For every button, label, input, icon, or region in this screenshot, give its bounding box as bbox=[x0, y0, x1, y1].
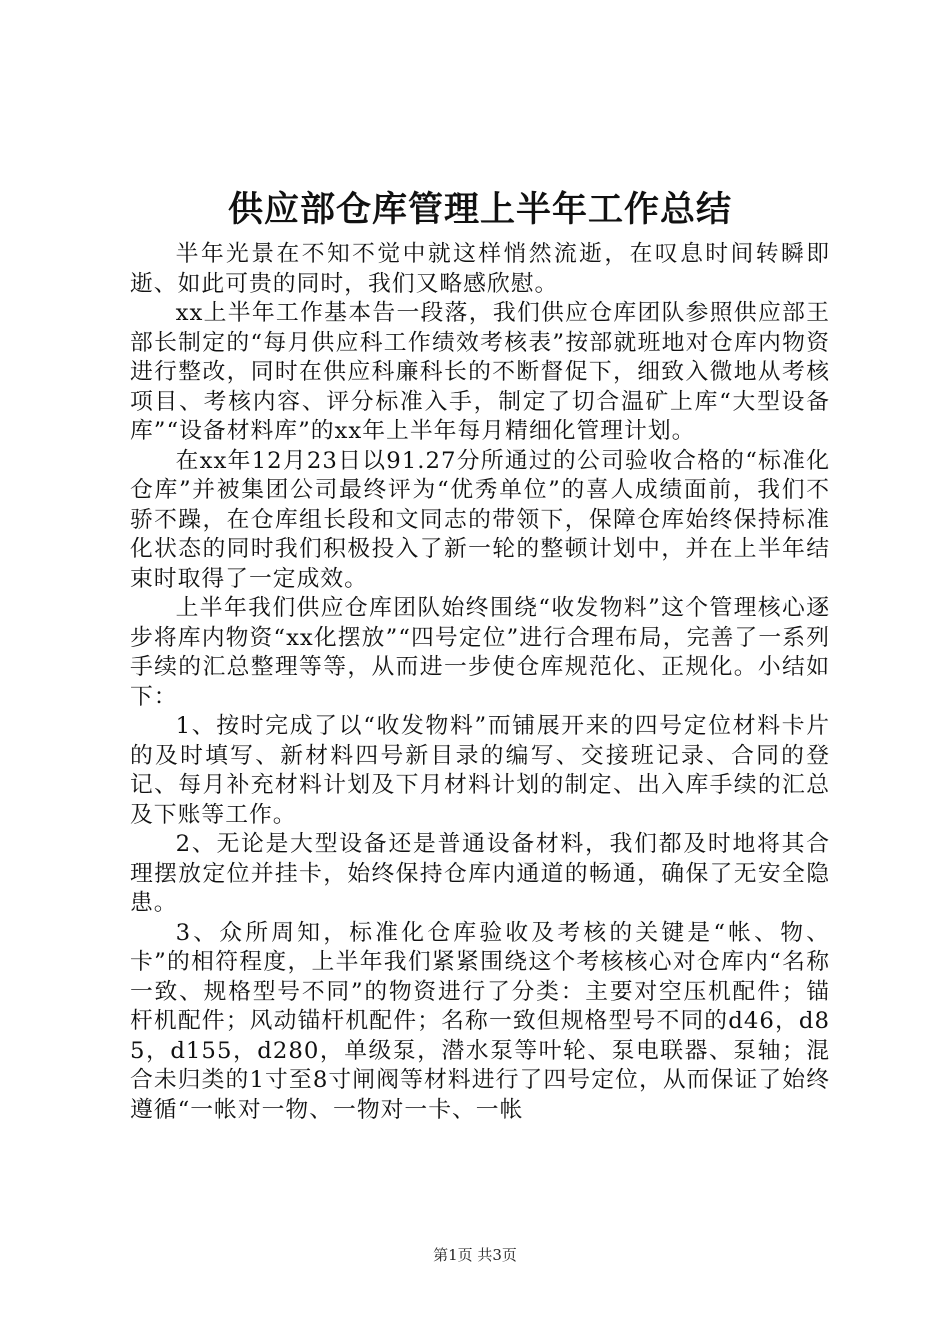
document-page bbox=[130, 180, 830, 1125]
paragraph-item-2: 2、无论是大型设备还是普通设备材料，我们都及时地将其合理摆放定位并挂卡，始终保持仓库内通道的畅通，确保了无安全隐患。 bbox=[130, 831, 830, 916]
page-footer: 第1页 共3页 bbox=[433, 1246, 517, 1264]
document-title: 供应部仓库管理上半年工作总结 bbox=[227, 190, 732, 230]
paragraph-plan: xx上半年工作基本告一段落，我们供应仓库团队参照供应部王部长制定的“每月供应科工作绩效考核表”按部就班地对仓库内物资进行整改，同时在供应科廉科长的不断督促下，细致入微地从考核项目、考核内容、评分标准入手，制定了切合温矿上库“大型设备库”“设备材料库”的xx年上半年每月精细化管理计划。 bbox=[130, 300, 830, 444]
paragraph-summary-intro: 上半年我们供应仓库团队始终围绕“收发物料”这个管理核心逐步将库内物资“xx化摆放”“四号定位”进行合理布局，完善了一系列手续的汇总整理等等，从而进一步使仓库规范化、正规化。小结如下： bbox=[130, 595, 830, 710]
paragraph-item-3: 3、众所周知，标准化仓库验收及考核的关键是“帐、物、卡”的相符程度，上半年我们紧紧围绕这个考核核心对仓库内“名称一致、规格型号不同”的物资进行了分类：主要对空压机配件；锚杆机配件；风动锚杆机配件；名称一致但规格型号不同的d46，d85，d155，d280，单级泵，潜水泵等叶轮、泵电联器、泵轴；混合未归类的1寸至8寸闸阀等材料进行了四号定位，从而保证了始终遵循“一帐对一物、一物对一卡、一帐 bbox=[130, 919, 830, 1123]
paragraph-item-1: 1、按时完成了以“收发物料”而铺展开来的四号定位材料卡片的及时填写、新材料四号新目录的编写、交接班记录、合同的登记、每月补充材料计划及下月材料计划的制定、出入库手续的汇总及下账等工作。 bbox=[130, 713, 830, 828]
paragraph-achievement: 在xx年12月23日以91.27分所通过的公司验收合格的“标准化仓库”并被集团公司最终评为“优秀单位”的喜人成绩面前，我们不骄不躁，在仓库组长段和文同志的带领下，保障仓库始终保持标准化状态的同时我们积极投入了新一轮的整顿计划中，并在上半年结束时取得了一定成效。 bbox=[130, 447, 830, 592]
paragraph-intro: 半年光景在不知不觉中就这样悄然流逝，在叹息时间转瞬即逝、如此可贵的同时，我们又略感欣慰。 bbox=[130, 241, 830, 297]
